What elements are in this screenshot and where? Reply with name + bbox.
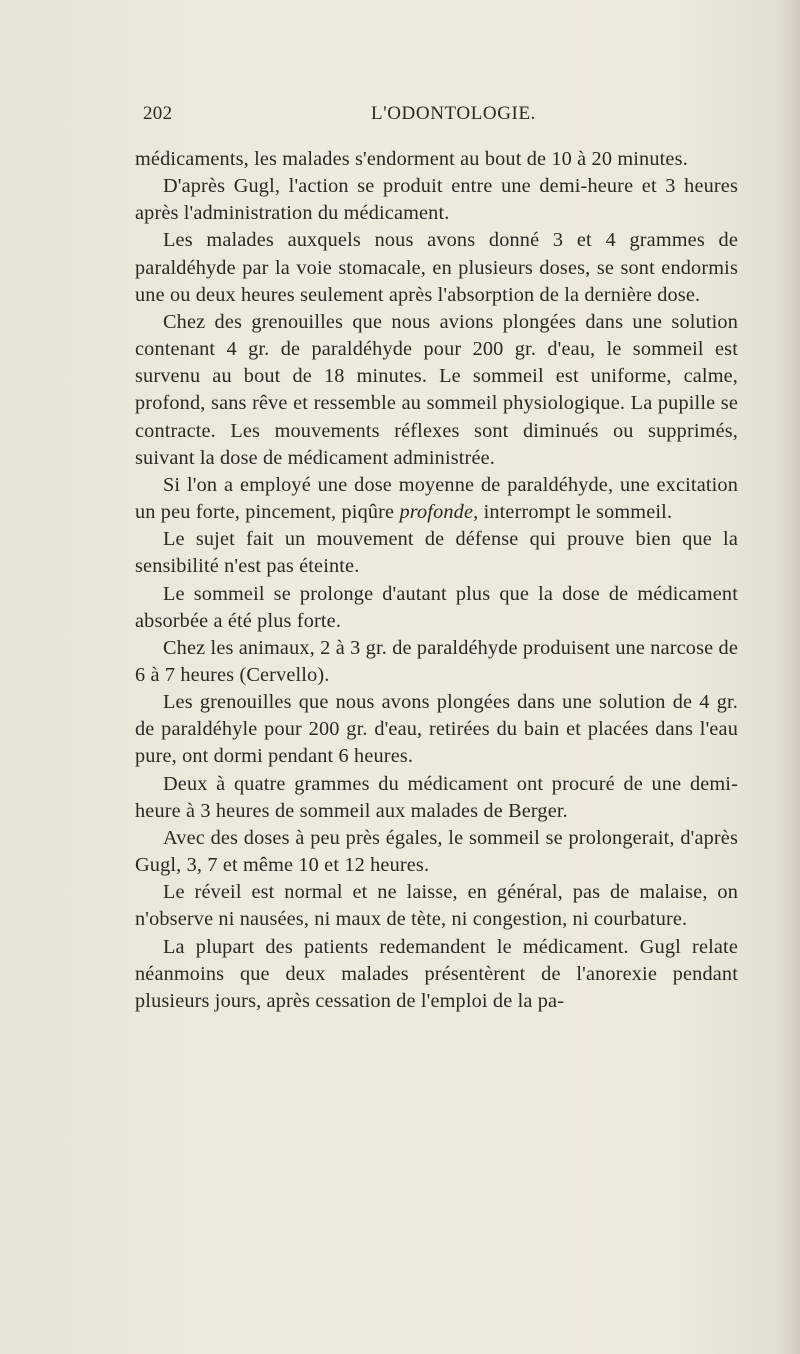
running-head — [143, 101, 736, 131]
paragraph-4: Chez des grenouilles que nous avions plongées dans une solution contenant 4 gr. de paraldéhyde pour 200 gr. d'eau, le sommeil est survenu au bout de 18 minutes. Le sommeil est uniforme, calme, profond, sans rêve et ressemble au sommeil physiologique. La pupille se contracte. Les mouvements réflexes sont diminués ou supprimés, suivant la dose de médicament administrée. — [135, 310, 738, 469]
paragraph-5-italic: profonde — [399, 501, 474, 524]
page-number: 202 — [143, 103, 173, 124]
paragraph-9: Les grenouilles que nous avons plongées dans une solution de 4 gr. de paraldéhyle pour 200 gr. d'eau, retirées du bain et placées dans l'eau pure, ont dormi pendant 6 heures. — [135, 691, 738, 768]
paragraph-8: Chez les animaux, 2 à 3 gr. de paraldéhyde produisent une narcose de 6 à 7 heures (Cervello). — [135, 636, 738, 686]
paragraph-11: Avec des doses à peu près égales, le sommeil se prolongerait, d'après Gugl, 3, 7 et même 10 et 12 heures. — [135, 826, 738, 877]
paragraph-6: Le sujet fait un mouvement de défense qui prouve bien que la sensibilité n'est pas éteinte. — [135, 528, 738, 578]
paragraph-1: médicaments, les malades s'endorment au bout de 10 à 20 minutes. — [135, 148, 688, 170]
running-title: L'ODONTOLOGIE. — [371, 103, 537, 124]
page-edge-shadow — [778, 0, 800, 1354]
paragraph-5 — [135, 472, 738, 526]
paragraph-2: D'après Gugl, l'action se produit entre une demi-heure et 3 heures après l'administration du médicament. — [135, 175, 738, 225]
paragraph-5-text-a: Si l'on a employé une dose moyenne de paraldéhyde, une excitation un peu forte, pincement, piqûre — [135, 473, 738, 524]
paragraph-10: Deux à quatre grammes du médicament ont procuré de une demi-heure à 3 heures de sommeil aux malades de Berger. — [135, 772, 738, 822]
paragraph-3: Les malades auxquels nous avons donné 3 et 4 grammes de paraldéhyde par la voie stomacale, en plusieurs doses, se sont endormis une ou deux heures seulement après l'absorption de la dernière dose. — [135, 229, 738, 306]
paragraph-5-text-b: , interrompt le sommeil. — [473, 501, 673, 524]
paragraph-13: La plupart des patients redemandent le médicament. Gugl relate néanmoins que deux malades présentèrent de l'anorexie pendant plusieurs jours, après cessation de l'emploi de la pa- — [135, 935, 738, 1012]
body-text — [135, 146, 738, 1015]
paragraph-7: Le sommeil se prolonge d'autant plus que la dose de médicament absorbée a été plus forte. — [135, 582, 738, 632]
paragraph-12: Le réveil est normal et ne laisse, en général, pas de malaise, on n'observe ni nausées, ni maux de tète, ni congestion, ni courbature. — [135, 881, 738, 931]
